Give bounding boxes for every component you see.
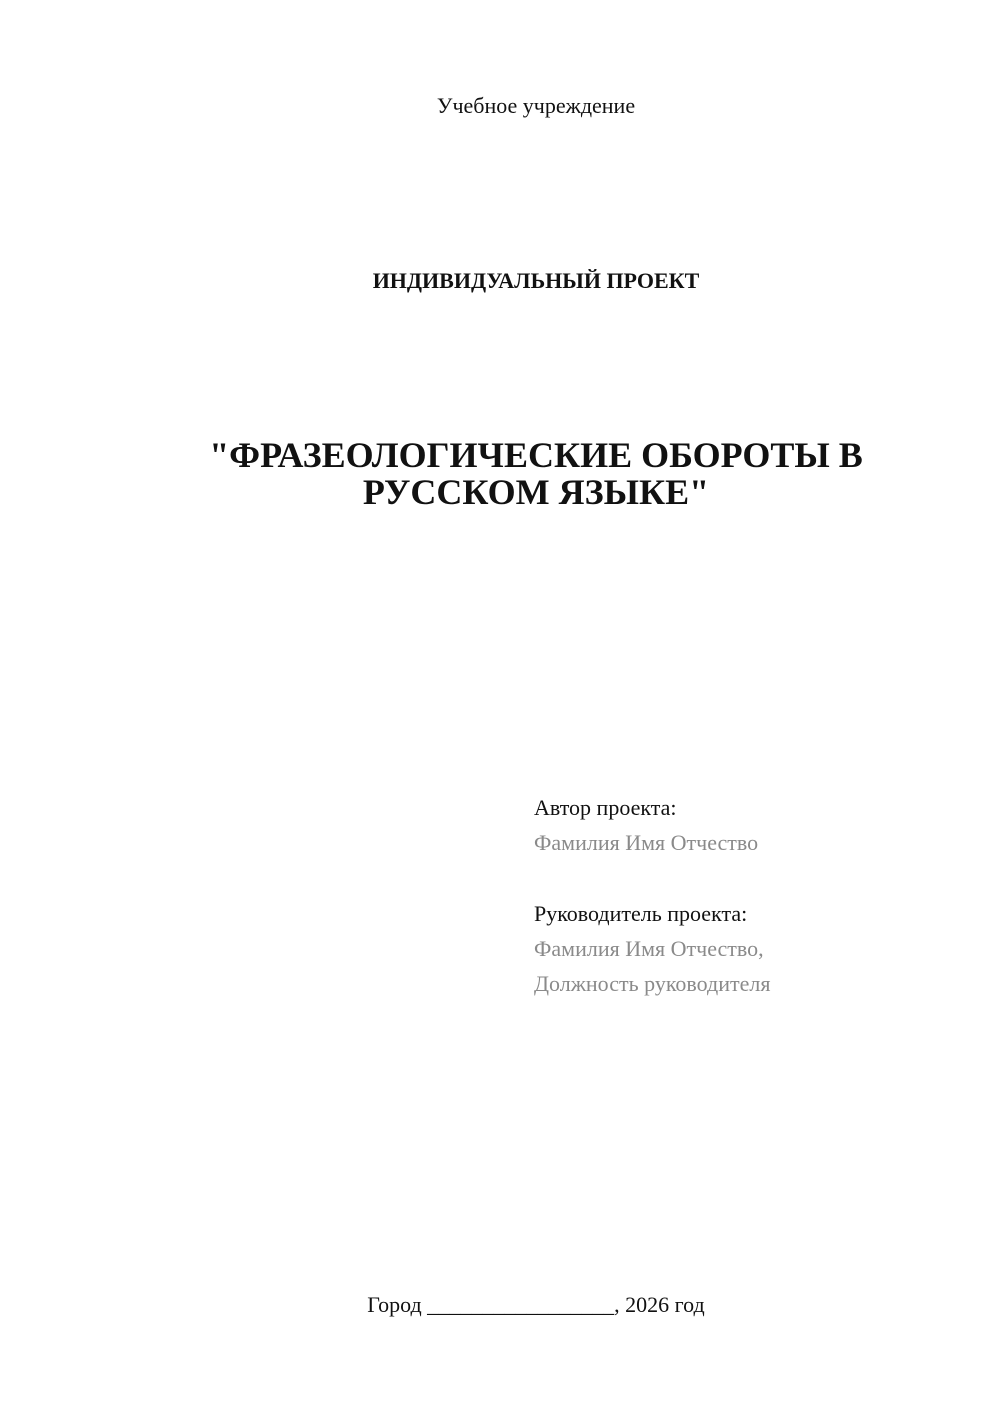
credits-section bbox=[534, 790, 974, 1037]
document-type: ИНДИВИДУАЛЬНЫЙ ПРОЕКТ bbox=[372, 268, 700, 293]
project-title-line-1: "ФРАЗЕОЛОГИЧЕСКИЕ ОБОРОТЫ В bbox=[209, 435, 863, 475]
city-year-line: Город _________________, 2026 год bbox=[367, 1292, 705, 1317]
project-title bbox=[150, 437, 922, 511]
supervisor-position: Должность руководителя bbox=[534, 971, 771, 996]
project-title-line-2: РУССКОМ ЯЗЫКЕ" bbox=[362, 472, 710, 512]
supervisor-block bbox=[534, 896, 974, 1001]
supervisor-name: Фамилия Имя Отчество, bbox=[534, 936, 764, 961]
supervisor-label: Руководитель проекта: bbox=[534, 901, 748, 926]
author-label: Автор проекта: bbox=[534, 795, 677, 820]
institution-name: Учебное учреждение bbox=[436, 93, 636, 118]
author-block bbox=[534, 790, 974, 860]
author-name: Фамилия Имя Отчество bbox=[534, 830, 759, 855]
